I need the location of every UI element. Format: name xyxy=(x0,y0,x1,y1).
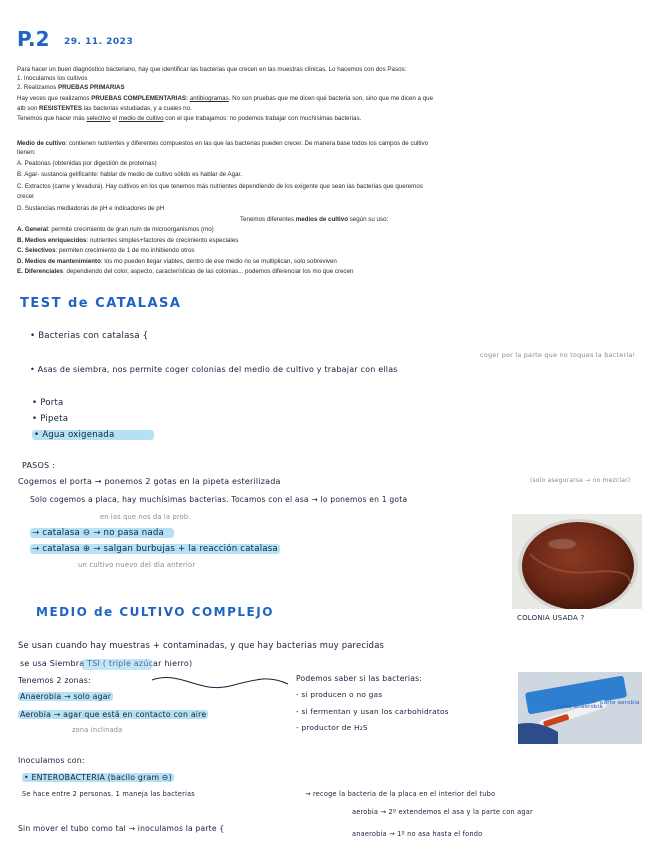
paso-1-line: Cogemos el porta → ponemos 2 gotas en la pipeta esterilizada xyxy=(18,477,281,486)
material-porta: • Porta xyxy=(32,398,64,408)
medio-item-c: C. Extractos (carne y levadura). Hay cultivos en los que tenemos más nutrientes dependiendo de los exigente que sean las bacterias que queremos xyxy=(17,183,423,190)
complejo-zonas: Tenemos 2 zonas: xyxy=(18,676,91,685)
photo-label-anaerobia: parte anaerobia xyxy=(556,704,603,710)
page-number: P.2 xyxy=(17,27,50,51)
catalasa-bullet-1: • Bacterias con catalasa { xyxy=(30,331,149,341)
pasos-label: PASOS : xyxy=(22,461,55,470)
medio-item-d: D. Sustancias mediadoras de pH e indicadores de pH xyxy=(17,205,165,212)
inoculamos-anaerobia: anaerobia → 1º no asa hasta el fondo xyxy=(352,830,483,838)
complejo-line-1: Se usan cuando hay muestras + contaminadas, y que hay bacterias muy parecidas xyxy=(18,640,385,650)
right-item-3: - productor de H₂S xyxy=(296,723,368,732)
curly-arrow xyxy=(150,670,290,700)
right-heading: Podemos saber si las bacterias: xyxy=(296,674,423,683)
paso-2-line: Solo cogemos a placa, hay muchísimas bacterias. Tocamos con el asa → lo ponemos en 1 gota xyxy=(30,495,408,504)
paso-2-note: en las que nos da la prob. xyxy=(100,513,191,521)
tipos-b: B. Medios enriquecidos: nutrientes simples+factores de crecimiento especiales xyxy=(17,237,239,244)
tsi-highlight xyxy=(82,659,152,670)
complejo-title: MEDIO de CULTIVO COMPLEJO xyxy=(36,605,274,619)
medio-item-c-cont: crecer xyxy=(17,193,35,200)
material-pipeta: • Pipeta xyxy=(32,414,69,424)
medio-item-a: A. Peatonas (obtenidas por digestión de proteínas) xyxy=(17,160,157,167)
right-item-2: - si fermentan y usan los carbohidratos xyxy=(296,707,449,716)
catalasa-bullet-2: • Asas de siembra, nos permite coger colonias del medio de cultivo y trabajar con ellas xyxy=(30,365,398,374)
medio-line-2: tienen: xyxy=(17,149,36,156)
tipos-e: E. Diferenciales: dependiendo del color, aspecto, características de las colonias... podemos diferenciar los mo que crecen xyxy=(17,268,354,275)
petri-dish-image xyxy=(512,514,642,609)
resultado-note: un cultivo nuevo del día anterior xyxy=(78,561,196,569)
inoculamos-enterobacteria: • ENTEROBACTERIA (bacilo gram ⊖) xyxy=(24,773,172,782)
intro-line-4: atb son RESISTENTES las bacterias estudiadas, y a cuales no. xyxy=(17,105,192,112)
inoculamos-line-2b: → recoge la bacteria de la placa en el interior del tubo xyxy=(305,790,496,798)
tipos-c: C. Selectivos: permiten crecimiento de 1 de mo inhibiendo otros xyxy=(17,247,195,254)
zona-aerobia: Aerobia → agar que está en contacto con aire xyxy=(20,710,207,719)
material-agua: • Agua oxigenada xyxy=(32,430,154,440)
zona-anaerobia: Anaerobia → solo agar xyxy=(20,692,112,701)
catalasa-note-right: coger por la parte que no toques la bacteria! xyxy=(480,351,636,359)
inoculamos-line-4: Sin mover el tubo como tal → inoculamos la parte { xyxy=(18,824,225,833)
inoculamos-aerobia: aerobia → 2º extendemos el asa y la parte con agar xyxy=(352,808,533,816)
complejo-line-2: se usa Siembra TSI ( triple azúcar hierro) xyxy=(20,659,193,668)
resultado-positivo: → catalasa ⊕ → salgan burbujas + la reacción catalasa xyxy=(32,544,278,554)
page-date: 29. 11. 2023 xyxy=(64,37,134,47)
intro-line-5: Tenemos que hacer más selectivo el medio de cultivo con el que trabajamos: no podemos trabajar con muchísimas bacterias. xyxy=(17,115,362,122)
inoculamos-line-2: Se hace entre 2 personas. 1 maneja las bacterias xyxy=(22,790,195,798)
resultado-negativo: → catalasa ⊖ → no pasa nada xyxy=(30,528,174,538)
medio-item-b: B. Agar- sustancia gelificante: hablar de medio de cultivo sólido es hablar de Agar. xyxy=(17,171,242,178)
intro-line-1: Para hacer un buen diagnóstico bacteriano, hay que identificar las bacterias que crecen en las muestras clínicas. Lo hacemos con dos Pasos: xyxy=(17,66,407,73)
right-item-1: - si producen o no gas xyxy=(296,690,383,699)
tipos-heading: Tenemos diferentes medios de cultivo según su uso: xyxy=(240,216,389,223)
petri-dish-photo xyxy=(512,514,642,609)
photo-label-aerobia: parte aerobia xyxy=(600,700,640,706)
tipos-a: A. General: permite crecimiento de gran num de microorganismos (mo) xyxy=(17,226,214,233)
intro-line-3: Hay veces que realizamos PRUEBAS COMPLEMENTARIAS: antibiogramas. No son pruebas que me dicen qué bacteria son, sino que me dicen a que xyxy=(17,95,434,102)
intro-step-2: 2. Realizamos PRUEBAS PRIMARIAS xyxy=(17,84,125,91)
catalasa-title: TEST de CATALASA xyxy=(20,296,182,311)
medio-line-1: Medio de cultivo: contienen nutrientes y diferentes compuestos en las que las bacterias pueden crecer. De manera base todos los campos de cultivo xyxy=(17,140,429,147)
zona-note: zona inclinada xyxy=(72,726,123,734)
tipos-d: D. Medios de mantenimiento: los mo pueden llegar viables, dentro de ese medio no se multiplican, solo sobreviven xyxy=(17,258,337,265)
photo-caption: COLONIA USADA ? xyxy=(517,614,585,622)
paso-1-note: (solo asegurarse → no mezclar) xyxy=(530,477,631,484)
intro-step-1: 1. Inoculamos los cultivos xyxy=(17,75,88,82)
inoculamos-heading: Inoculamos con: xyxy=(18,756,85,765)
